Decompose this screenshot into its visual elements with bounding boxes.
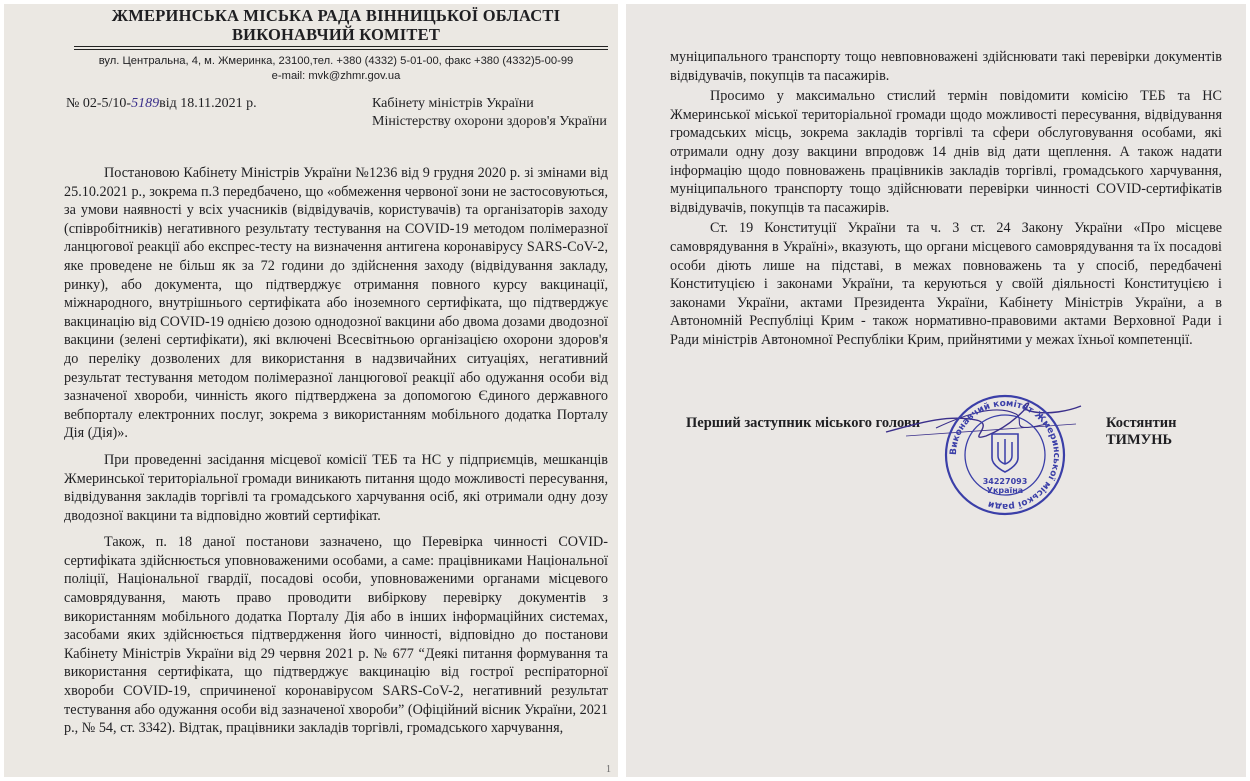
ref-prefix: № 02-5/10- <box>66 96 132 111</box>
ref-handwritten-number: 5189 <box>131 96 160 111</box>
page-mark: 1 <box>606 764 611 775</box>
stamp-code: 34227093 <box>982 477 1028 486</box>
paragraph: Постановою Кабінету Міністрів України №1236 від 9 грудня 2020 р. зі змінами від 25.10.2021 р., зокрема п.3 передбачено, що «обмеження червоної зони не застосовуються, за умови наявності у всіх учасників (відвідувачів, користувачів) та організаторів заходу (співробітників) негативного результату тестування на COVID-19 методом полімеразної ланцюгової реакції або експрес-тесту на визначення антигена коронавірусу SARS-CoV-2, яке проведене не більш як за 72 години до здійснення заходу (відвідування закладу, ринку), або документа, що підтверджує отримання повного курсу вакцинації, міжнародного, внутрішнього сертифіката або іноземного сертифіката, що підтверджує вакцинацію від COVID-19 однією дозою однодозної вакцини або двома дозами дводозної вакцини (зелені сертифікати), які включені Всесвітньою організацією охорони здоров'я до переліку дозволених для використання в надзвичайних ситуаціях, негативний результат тестування методом полімеразної ланцюгової реакції або одужання особи від зазначеної хвороби, чинність якого підтверджена за допомогою Єдиного державного вебпорталу електронних послуг, зокрема з використанням мобільного додатка Порталу Дія (Дія)». <box>64 165 608 442</box>
official-stamp <box>942 392 1068 518</box>
body-text-page-1 <box>64 164 608 738</box>
stamp-ring-text: Виконавчий комітет Жмеринської міської ради <box>948 398 1062 512</box>
stamp-country: Україна <box>986 486 1024 495</box>
organization-name: ЖМЕРИНСЬКА МІСЬКА РАДА ВІННИЦЬКОЇ ОБЛАСТІ <box>111 6 561 25</box>
organization-subtitle: ВИКОНАВЧИЙ КОМІТЕТ <box>231 25 441 44</box>
paragraph: Ст. 19 Конституції України та ч. 3 ст. 24 Закону України «Про місцеве самоврядування в Україні», вказують, що органи місцевого самоврядування та їх посадові особи діють лише на підставі, в межах повноважень та у спосіб, передбачені Конституцією і законами України, та керуються у своїй діяльності Конституцією і законами України, актами Президента України, Кабінету Міністрів України, а в Автономній Республіці Крим - також нормативно-правовими актами Верховної Ради і Ради міністрів Автономної Республіки Крим, прийнятими у межах їхньої компетенції. <box>670 220 1222 348</box>
letterhead-rule <box>74 46 608 47</box>
signatory-title: Перший заступник міського голови <box>686 415 921 431</box>
letter-page-1 <box>4 4 618 777</box>
contact-block <box>64 54 608 83</box>
reference-number <box>66 96 257 112</box>
ref-date: від 18.11.2021 р. <box>159 96 257 111</box>
address-line: вул. Центральна, 4, м. Жмеринка, 23100,тел. +380 (4332) 5-01-00, факс +380 (4332)5-00-99 <box>98 55 574 67</box>
body-text-page-2 <box>670 48 1222 350</box>
paragraph: Також, п. 18 даної постанови зазначено, що Перевірка чинності COVID-сертифіката здійснюється уповноваженими особами, а саме: працівниками Національної поліції, Національної гвардії, посадові особи, уповноваженими органами місцевого самоврядування, мають право проводити вибіркову перевірку документів з використанням мобільного додатка Порталу Дія або в інших інформаційних системах, засобами яких здійснюється підтвердження його чинності, відповідно до постанови Кабінету Міністрів України від 29 червня 2021 р. № 677 “Деякі питання формування та використання сертифіката, що підтверджує вакцинацію від гострої респіраторної хвороби COVID-19, спричиненої коронавірусом SARS-CoV-2, негативний результат тестування або одужання особи від зазначеної хвороби” (Офіційний вісник України, 2021 р., № 54, ст. 3342). Відтак, працівники закладів торгівлі, громадського харчування, <box>64 534 608 737</box>
email-line: e-mail: mvk@zhmr.gov.ua <box>271 69 401 82</box>
paragraph: При проведенні засідання місцевої комісії ТЕБ та НС у підприємців, мешканців Жмеринської територіальної громади виникають питання щодо можливості пересування, відвідування закладів торгівлі та громадського харчування осіб, які отримали одну дозу дводозної вакцини та відповідно жовтий сертифікат. <box>64 451 608 524</box>
paragraph: Просимо у максимально стислий термін повідомити комісію ТЕБ та НС Жмеринської міської територіальної громади щодо можливості пересування, відвідування громадських місць, зокрема закладів торгівлі та сфери обслуговування особами, які отримали одну дозу вакцини впродовж 14 днів від дати щеплення. А також надати інформацію щодо повноважень працівників закладів торгівлі, громадського харчування, муніципального транспорту тощо здійснювати перевірки чинності COVID-сертифікатів відвідувачів, покупців та пасажирів. <box>670 88 1222 216</box>
letterhead-rule-thin <box>74 49 608 50</box>
addressee: Кабінету міністрів України Міністерству охорони здоров'я України <box>372 96 607 129</box>
letterhead <box>64 6 608 44</box>
signatory-name: Костянтин ТИМУНЬ <box>1106 415 1177 448</box>
letter-page-2 <box>626 4 1246 777</box>
paragraph: муніципального транспорту тощо невповноважені здійснювати такі перевірки документів відвідувачів, покупців та пасажирів. <box>670 49 1222 84</box>
